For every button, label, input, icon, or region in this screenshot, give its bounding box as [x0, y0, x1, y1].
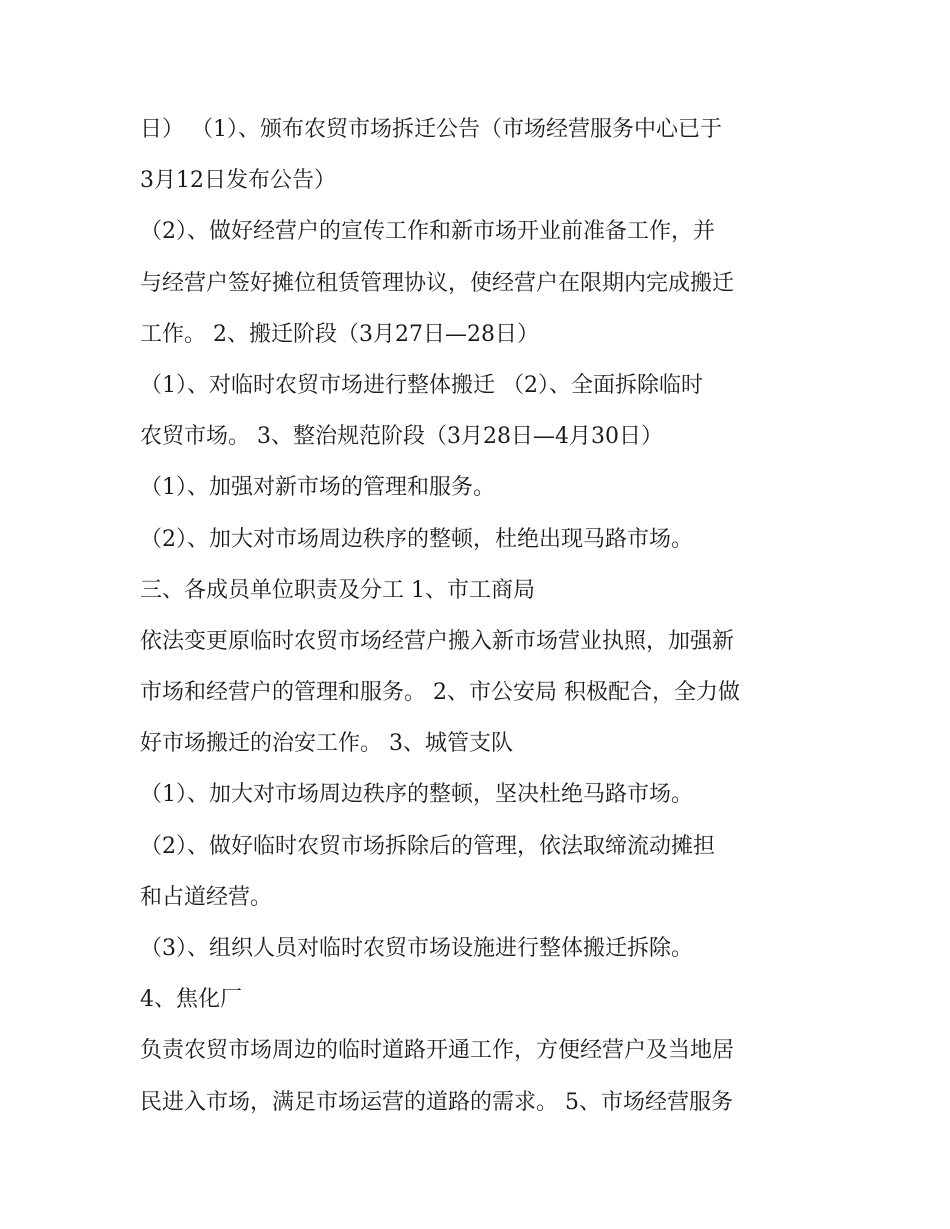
text-line: 农贸市场。 3、整治规范阶段（3月28日—4月30日） [140, 424, 663, 450]
text-line: 和占道经营。 [140, 884, 273, 910]
text-line: 依法变更原临时农贸市场经营户搬入新市场营业执照，加强新 [140, 628, 735, 654]
document-body [140, 104, 820, 1128]
text-line: 日） （1）、颁布农贸市场拆迁公告（市场经营服务中心已于 [140, 117, 722, 142]
text-line: 工作。 2、搬迁阶段（3月27日—28日） [140, 321, 539, 347]
text-line: （3）、组织人员对临时农贸市场设施进行整体搬迁拆除。 [140, 936, 693, 961]
text-line: （2）、做好临时农贸市场拆除后的管理，依法取缔流动摊担 [140, 833, 715, 859]
text-line: （1）、加强对新市场的管理和服务。 [140, 475, 495, 501]
text-line: 4、焦化厂 [140, 987, 242, 1013]
text-line: （2）、做好经营户的宣传工作和新市场开业前准备工作，并 [140, 219, 715, 245]
text-line: （1）、对临时农贸市场进行整体搬迁 （2）、全面拆除临时 [140, 372, 703, 398]
text-line: 与经营户签好摊位租赁管理协议，使经营户在限期内完成搬迁 [140, 270, 735, 296]
text-line: 负责农贸市场周边的临时道路开通工作，方便经营户及当地居 [140, 1038, 735, 1064]
text-line: 市场和经营户的管理和服务。 2、市公安局 积极配合，全力做 [140, 680, 740, 706]
text-line: 3月12日发布公告） [140, 168, 336, 194]
section-heading: 三、各成员单位职责及分工 1、市工商局 [140, 577, 535, 603]
text-line: 民进入市场，满足市场运营的道路的需求。 5、市场经营服务 [140, 1089, 733, 1115]
text-line: 好市场搬迁的治安工作。 3、城管支队 [140, 731, 513, 757]
text-line: （1）、加大对市场周边秩序的整顿，坚决杜绝马路市场。 [140, 782, 693, 808]
text-line: （2）、加大对市场周边秩序的整顿，杜绝出现马路市场。 [140, 526, 693, 552]
